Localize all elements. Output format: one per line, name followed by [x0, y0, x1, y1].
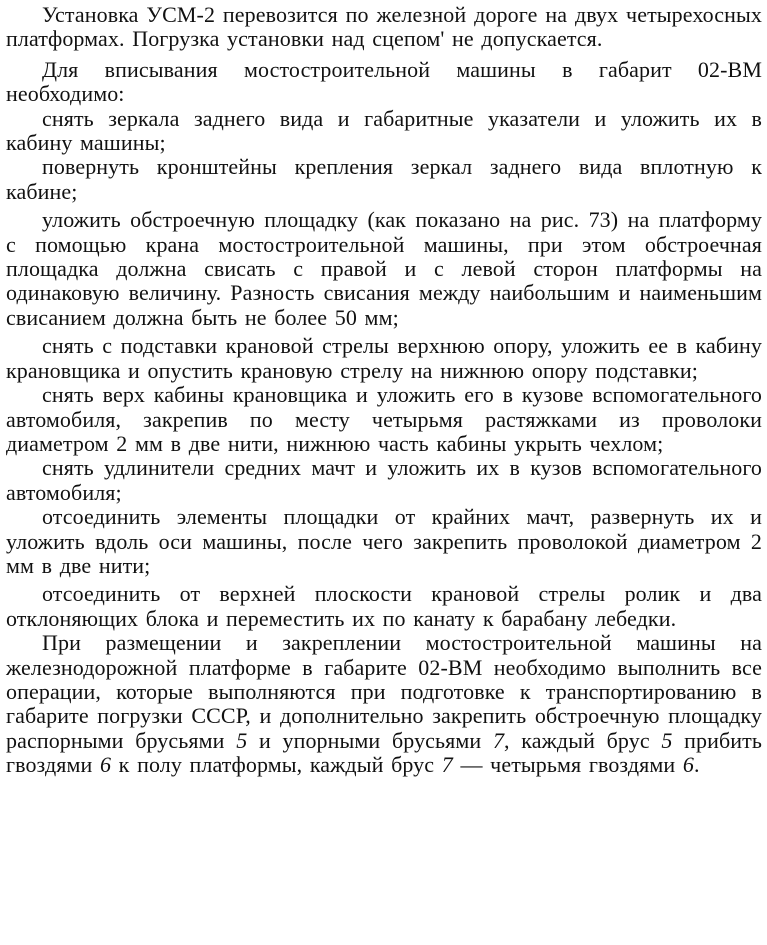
list-item-crane-support: снять с подставки крановой стрелы верхнюю опору, уложить ее в кабину крановщика и опустить крановую стрелу на нижнюю опору подставки;: [6, 333, 762, 383]
list-item-brackets: повернуть кронштейны крепления зеркал заднего вида вплотную к кабине;: [6, 154, 762, 204]
ref-number-7b: 7: [441, 752, 453, 778]
list-item-cabin-top: снять верх кабины крановщика и уложить его в кузове вспомогательного автомобиля, закрепив по месту четырьмя растяжками из проволоки диаметром 2 мм в две нити, нижнюю часть кабины укрыть чехлом;: [6, 382, 762, 456]
document-page: [6, 3, 762, 778]
ref-number-5b: 5: [661, 727, 673, 753]
ref-number-6a: 6: [99, 752, 112, 778]
ref-number-6b: 6: [682, 752, 694, 778]
paragraph-railway-placement: [6, 631, 762, 777]
final-text-6: — четырьмя гвоздями: [452, 752, 683, 778]
ref-number-5a: 5: [236, 727, 248, 753]
final-text-7: .: [693, 752, 700, 778]
list-item-mast-extenders: снять удлинители средних мачт и уложить их в кузов вспомогательного автомобиля;: [6, 455, 762, 505]
final-text-4: прибить гвоздями: [6, 727, 762, 778]
final-text-3: , каждый брус: [504, 727, 662, 753]
list-item-mirrors: снять зеркала заднего вида и габаритные указатели и уложить их в кабину машины;: [6, 105, 762, 156]
final-text-1: При размещении и закреплении мостостроительной машины на железнодорожной платформе в габарите 02-ВМ необходимо выполнить все операции, которые выполняются при подготовке к транспортированию в габарите погрузки СССР, и дополнительно закрепить обстроечную площадку распорными брусьями: [6, 630, 762, 753]
paragraph-transport: Установка УСМ-2 перевозится по железной дороге на двух четырехосных платформах. Погрузка установки над сцепом' не допускается.: [6, 2, 762, 52]
ref-number-7a: 7: [492, 727, 505, 753]
list-item-platform-elements: отсоединить элементы площадки от крайних мачт, развернуть их и уложить вдоль оси машины, после чего закрепить проволокой диаметром 2 мм в две нити;: [6, 504, 762, 578]
final-text-2: и упорными брусьями: [247, 727, 493, 753]
final-text-5: к полу платформы, каждый брус: [111, 752, 442, 778]
list-item-roller-blocks: отсоединить от верхней плоскости крановой стрелы ролик и два отклоняющих блока и переместить их по канату к барабану лебедки.: [6, 581, 762, 631]
list-item-platform: уложить обстроечную площадку (как показано на рис. 73) на платформу с помощью крана мостостроительной машины, при этом обстроечная площадка должна свисать с правой и с левой сторон платформы на одинаковую величину. Разность свисания между наибольшим и наименьшим свисанием должна быть не более 50 мм;: [6, 207, 762, 330]
paragraph-gabarit-intro: Для вписывания мостостроительной машины в габарит 02-ВМ необходимо:: [6, 56, 762, 107]
